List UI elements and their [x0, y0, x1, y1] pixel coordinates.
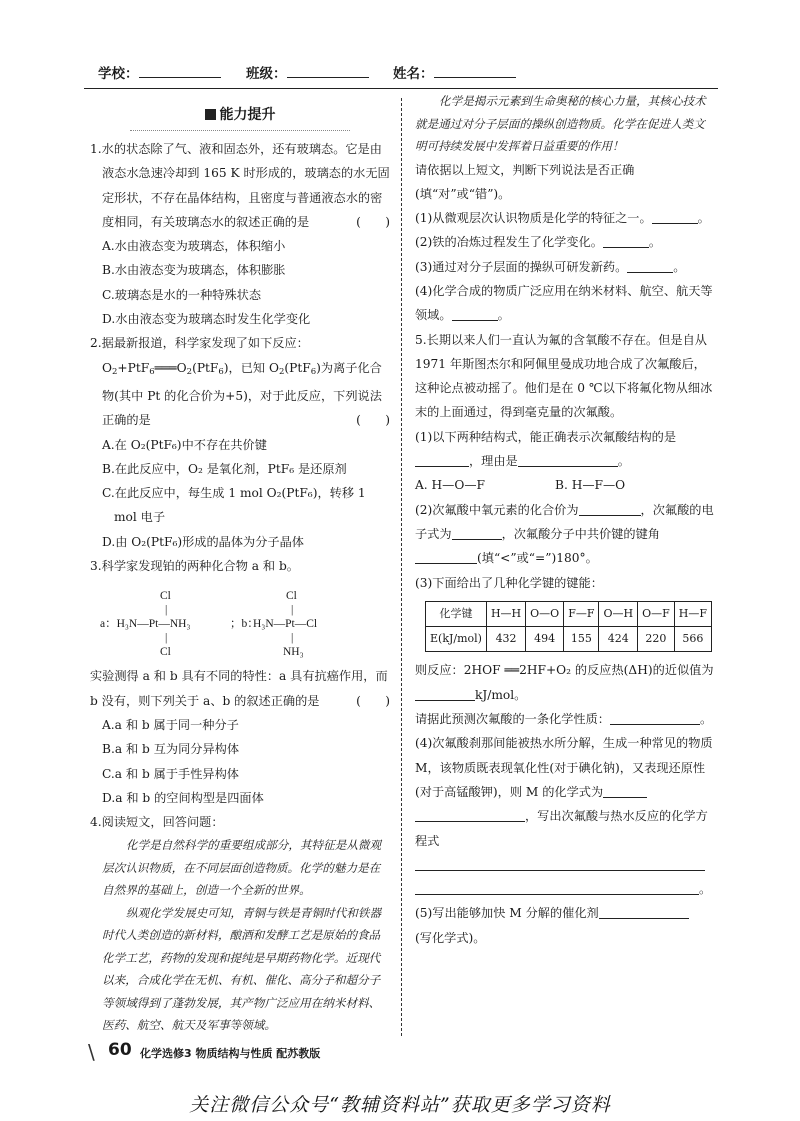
table-header-cell: O—H: [599, 601, 638, 626]
q2-stem-b: +PtF: [117, 360, 150, 375]
school-field: [98, 62, 221, 82]
table-cell: 494: [526, 627, 564, 652]
table-header-cell: O—O: [526, 601, 564, 626]
q5-s1-option-b[interactable]: B. H—F—O: [555, 478, 626, 493]
q1-option-b[interactable]: B.水由液态变为玻璃态，体积膨胀: [102, 263, 286, 278]
table-cell: 220: [638, 627, 675, 652]
q1-stem: 1.水的状态除了气、液和固态外，还有玻璃态。它是由液态水急速冷却到 165 K 时形成的，玻璃态的水无固定形状，不存在晶体结构，且密度与普通液态水的密度相同，有关玻璃态水的叙述正确的是: [90, 142, 390, 229]
q2-option-b[interactable]: B.在此反应中，O₂ 是氧化剂，PtF₆ 是还原剂: [102, 461, 347, 476]
section-icon: [205, 109, 216, 120]
q5-s2-angle-blank[interactable]: [415, 550, 477, 564]
q4-stem: 4.阅读短文，回答问题：: [90, 815, 224, 830]
q3-option-a[interactable]: A.a 和 b 属于同一种分子: [102, 717, 239, 732]
q4-item-1: (1)从微观层次认识物质是化学的特征之一。: [415, 211, 652, 226]
struct-a-cl-top: Cl: [160, 590, 171, 603]
q3-option-b[interactable]: B.a 和 b 互为同分异构体: [102, 742, 240, 757]
q2-stem-h: )为离子化合物(其中 Pt 的化合价为+5)，对于此反应，下列说法正确的是: [102, 360, 382, 428]
q3-structures: [90, 582, 390, 660]
section-heading: [130, 100, 350, 131]
table-header-cell: F—F: [564, 601, 599, 626]
footer-slash: \: [88, 1040, 95, 1064]
q2-stem-f: )，已知 O: [223, 360, 279, 375]
class-blank[interactable]: [287, 63, 369, 78]
school-label: 学校：: [98, 66, 139, 82]
table-cell: 432: [486, 627, 525, 652]
q2-stem-a: 2.据最新报道，科学家发现了如下反应：O: [90, 336, 309, 375]
q5-s3-reaction: 则反应：2HOF ══2HF+O₂ 的反应热(ΔH)的近似值为: [415, 663, 714, 678]
q5-s1-reason: ，理由是: [469, 454, 518, 469]
q5-s1-reason-blank[interactable]: [518, 453, 618, 467]
q2-stem-d: O: [176, 360, 187, 375]
q5-s4-formula-blank[interactable]: [603, 784, 647, 798]
q4-item-3: (3)通过对分子层面的操纵可研发新药。: [415, 259, 628, 274]
table-header-cell: O—F: [638, 601, 675, 626]
q3-answer-paren[interactable]: ( ): [356, 693, 390, 708]
q5-s5-note: (写化学式)。: [415, 930, 486, 945]
struct-a-row: a：H₃N—Pt—NH₃: [100, 618, 191, 631]
q5-s2-electron: ，次氟酸的电子式为: [415, 502, 714, 541]
q3-stem: 3.科学家发现铂的两种化合物 a 和 b。: [90, 559, 299, 574]
q4-passage-2: 纵观化学发展史可知，青铜与铁是青铜时代和铁器时代人类创造的新材料，酿酒和发酵工艺是原始的食品化学工艺，药物的发现和提纯是早期药物化学。近现代以来，合成化学在无机、有机、催化、高分子和超分子等领域得到了蓬勃发展，其产物广泛应用在纳米材料、医药、航空、航天及军事等领域。: [102, 905, 382, 1033]
q5-s2-valence: (2)次氟酸中氧元素的化合价为: [415, 502, 579, 517]
q5-s4-equation-blank-2[interactable]: [415, 881, 699, 895]
q2-stem-g: (PtF: [284, 360, 311, 375]
name-field: [393, 62, 516, 82]
q4-instruction: 请依据以上短文，判断下列说法是否正确(填“对”或“错”)。: [415, 162, 635, 201]
school-blank[interactable]: [139, 63, 221, 78]
q3-text: 实验测得 a 和 b 具有不同的特性：a 具有抗癌作用，而 b 没有，则下列关于 a、b 的叙述正确的是: [90, 669, 388, 708]
q5-stem: 5.长期以来人们一直认为氟的含氧酸不存在。但是自从 1971 年斯图杰尔和阿佩里曼成功地合成了次氟酸后，这种论点被动摇了。他们是在 0 ℃以下将氟化物从细冰末的上面通过，得到毫克量的次氟酸。: [415, 332, 713, 420]
q5-s1: (1)以下两种结构式，能正确表示次氟酸结构的是: [415, 429, 677, 444]
watermark-text: 关注微信公众号“教辅资料站”获取更多学习资料: [189, 1094, 611, 1116]
q4-item-3-blank[interactable]: [627, 259, 673, 273]
table-header-cell: H—H: [486, 601, 525, 626]
table-cell: 566: [674, 627, 711, 652]
class-field: [246, 62, 369, 82]
q5-s3-dh-blank[interactable]: [415, 687, 475, 701]
q5-s3-property-blank[interactable]: [610, 711, 700, 725]
q3-option-c[interactable]: C.a 和 b 属于手性异构体: [102, 766, 239, 781]
right-column: 化学是揭示元素到生命奥秘的核心力量，其核心技术就是通过对分子层面的操纵创造物质。化学在促进人类文明可持续发展中发挥着日益重要的作用！ 请依据以上短文，判断下列说法是否正确(填“对”或“错”)。 (1)从微观层次认识物质是化学的特征之一。 。 (2)铁的冶炼过程发生了化学变化。 。 (3)通过对分子层面的操纵可研发新药。 。 (4)化学合成的物质广泛应用在纳米材料、航空、航天等领域。 。 5.长期以来人们一直认为氟的含氧酸不存在。但是自从 1971 年斯图杰尔和阿佩里曼成功地合成了次氟酸后，这种论点被动摇了。他们是在 0 ℃以下将氟化物从细冰末的上面通过，得到毫克量的次氟酸。 (1)以下两种结构式，能正确表示次氟酸结构的是，理由是 。 A. H—O—F B. H—F—O (2)次氟酸中氧元素的化合价为 ，次氟酸的电子式为 ，次氟酸分子中共价键的键角(填“<”或“=”)180°。 (3)下面给出了几种化学键的键能： 化学键 H—H O—O F—F O—H O—F H—F E(kJ/mol) 432 494 155 424 220 566 则反应：2HOF ══2HF+O₂ 的反应热(ΔH)的近似值为kJ/mol。 请据此预测次氟酸的一条化学性质： 。 (4)次氟酸刹那间能被热水所分解，生成一种常见的物质 M，该物质既表现氧化性(对于碘化钠)，又表现还原性(对于高锰酸钾)，则 M 的化学式为 ，写出次氟酸与热水反应的化学方程式 。 (5)写出能够加快 M 分解的催化剂 (写化学式)。: [415, 100, 715, 950]
q4-item-2: (2)铁的冶炼过程发生了化学变化。: [415, 235, 603, 250]
question-3: [90, 554, 390, 810]
question-4-left: [90, 810, 390, 1037]
column-divider: [401, 98, 402, 1036]
table-row: [426, 627, 712, 652]
q1-option-d[interactable]: D.水由液态变为玻璃态时发生化学变化: [102, 312, 311, 327]
q5-s4-text: (4)次氟酸刹那间能被热水所分解，生成一种常见的物质 M，该物质既表现氧化性(对于碘化钠)，又表现还原性(对于高锰酸钾)，则 M 的化学式为: [415, 736, 713, 799]
q5-s2-angle-note: (填“<”或“=”)180°。: [477, 551, 598, 566]
table-row-header: [426, 601, 712, 626]
page-number: 60: [108, 1040, 132, 1060]
class-label: 班级：: [246, 66, 287, 82]
q2-option-c[interactable]: C.在此反应中，每生成 1 mol O₂(PtF₆)，转移 1 mol 电子: [102, 486, 366, 525]
question-1: [90, 137, 390, 331]
name-blank[interactable]: [434, 63, 516, 78]
header-rule: [84, 88, 718, 89]
table-cell: 155: [564, 627, 599, 652]
q1-option-c[interactable]: C.玻璃态是水的一种特殊状态: [102, 287, 262, 302]
q5-s4-formula-blank-2[interactable]: [415, 808, 525, 822]
q2-option-d[interactable]: D.由 O₂(PtF₆)形成的晶体为分子晶体: [102, 534, 304, 549]
q1-answer-paren[interactable]: ( ): [356, 214, 390, 229]
struct-a-cl-bottom: Cl: [160, 646, 171, 659]
q4-passage-1: 化学是自然科学的重要组成部分，其特征是从微观层次认识物质，在不同层面创造物质。化学的魅力是在自然界的基础上，创造一个全新的世界。: [102, 838, 382, 898]
q4-item-4: (4)化学合成的物质广泛应用在纳米材料、航空、航天等领域。: [415, 283, 713, 323]
section-title: 能力提升: [219, 107, 276, 123]
q5-s4-equation-blank[interactable]: [415, 857, 705, 871]
q3-option-d[interactable]: D.a 和 b 的空间构型是四面体: [102, 790, 264, 805]
struct-b-bond-down: |: [291, 632, 294, 645]
table-cell: 424: [599, 627, 638, 652]
name-label: 姓名：: [393, 66, 434, 82]
struct-b-bond-up: |: [291, 604, 294, 617]
q2-answer-paren[interactable]: ( ): [356, 413, 390, 428]
question-2: 2.据最新报道，科学家发现了如下反应：$O_2+PtF_6═══O_2(PtF_6)$，已知 $O_2(PtF_6)$为离子化合物(其中 Pt 的化合价为+5)，对于此反应，下列说法正确的是 ( ) A.在 O₂(PtF₆)中不存在共价键 B.在此反应中，O₂ 是氧化剂，PtF₆ 是还原剂 C.在此反应中，每生成 1 mol O₂(PtF₆)，转移 1 mol 电子 D.由 O₂(PtF₆)形成的晶体为分子晶体: [90, 331, 390, 554]
q4-item-1-blank[interactable]: [652, 210, 698, 224]
q5-s3: (3)下面给出了几种化学键的键能：: [415, 575, 603, 590]
student-info-header: [0, 62, 800, 86]
struct-a-bond-down: |: [165, 632, 168, 645]
struct-a-bond-up: |: [165, 604, 168, 617]
q4-item-2-blank[interactable]: [603, 234, 649, 248]
table-row-label: E(kJ/mol): [426, 627, 487, 652]
struct-separator: ；b：: [230, 618, 259, 631]
table-header-cell: H—F: [674, 601, 711, 626]
q5-s3-unit: kJ/mol。: [475, 687, 527, 702]
q5-s5-blank[interactable]: [599, 905, 689, 919]
q5-s2-electron-blank[interactable]: [452, 526, 502, 540]
q4-passage-3: 化学是揭示元素到生命奥秘的核心力量，其核心技术就是通过对分子层面的操纵创造物质。化学在促进人类文明可持续发展中发挥着日益重要的作用！: [415, 94, 706, 153]
struct-b-nh3-bottom: NH₃: [283, 646, 304, 659]
q5-s2-angle: ，次氟酸分子中共价键的键角: [501, 526, 660, 541]
q2-stem-e: (PtF: [192, 360, 219, 375]
q5-s1-blank[interactable]: [415, 453, 469, 467]
book-title: 化学选修3 物质结构与性质 配苏教版: [140, 1047, 321, 1060]
bond-energy-table: [425, 601, 712, 653]
struct-b-cl-top: Cl: [286, 590, 297, 603]
q1-option-a[interactable]: A.水由液态变为玻璃态，体积缩小: [102, 239, 286, 254]
q2-option-a[interactable]: A.在 O₂(PtF₆)中不存在共价键: [102, 437, 267, 452]
left-column: [90, 100, 390, 1037]
q4-item-4-blank[interactable]: [452, 307, 498, 321]
q5-s1-option-a[interactable]: A. H—O—F: [415, 478, 486, 493]
table-header-cell: 化学键: [426, 601, 487, 626]
question-5: 5.长期以来人们一直认为氟的含氧酸不存在。但是自从 1971 年斯图杰尔和阿佩里曼成功地合成了次氟酸后，这种论点被动摇了。他们是在 0 ℃以下将氟化物从细冰末的上面通过，得到毫克量的次氟酸。 (1)以下两种结构式，能正确表示次氟酸结构的是，理由是 。 A. H—O—F B. H—F—O (2)次氟酸中氧元素的化合价为 ，次氟酸的电子式为 ，次氟酸分子中共价键的键角(填“<”或“=”)180°。 (3)下面给出了几种化学键的键能： 化学键 H—H O—O F—F O—H O—F H—F E(kJ/mol) 432 494 155 424 220 566 则反应：2HOF ══2HF+O₂ 的反应热(ΔH)的近似值为kJ/mol。 请据此预测次氟酸的一条化学性质： 。 (4)次氟酸刹那间能被热水所分解，生成一种常见的物质 M，该物质既表现氧化性(对于碘化钠)，又表现还原性(对于高锰酸钾)，则 M 的化学式为 ，写出次氟酸与热水反应的化学方程式 。 (5)写出能够加快 M 分解的催化剂 (写化学式)。: [415, 328, 715, 950]
q5-s3-property: 请据此预测次氟酸的一条化学性质：: [415, 712, 610, 727]
q2-stem-c: ═══: [154, 360, 177, 375]
q5-s4-equation: ，写出次氟酸与热水反应的化学方程式: [415, 809, 708, 848]
q5-s5-text: (5)写出能够加快 M 分解的催化剂: [415, 906, 599, 921]
q5-s2-valence-blank[interactable]: [579, 502, 641, 516]
struct-b-row: H₃N—Pt—Cl: [253, 618, 318, 631]
